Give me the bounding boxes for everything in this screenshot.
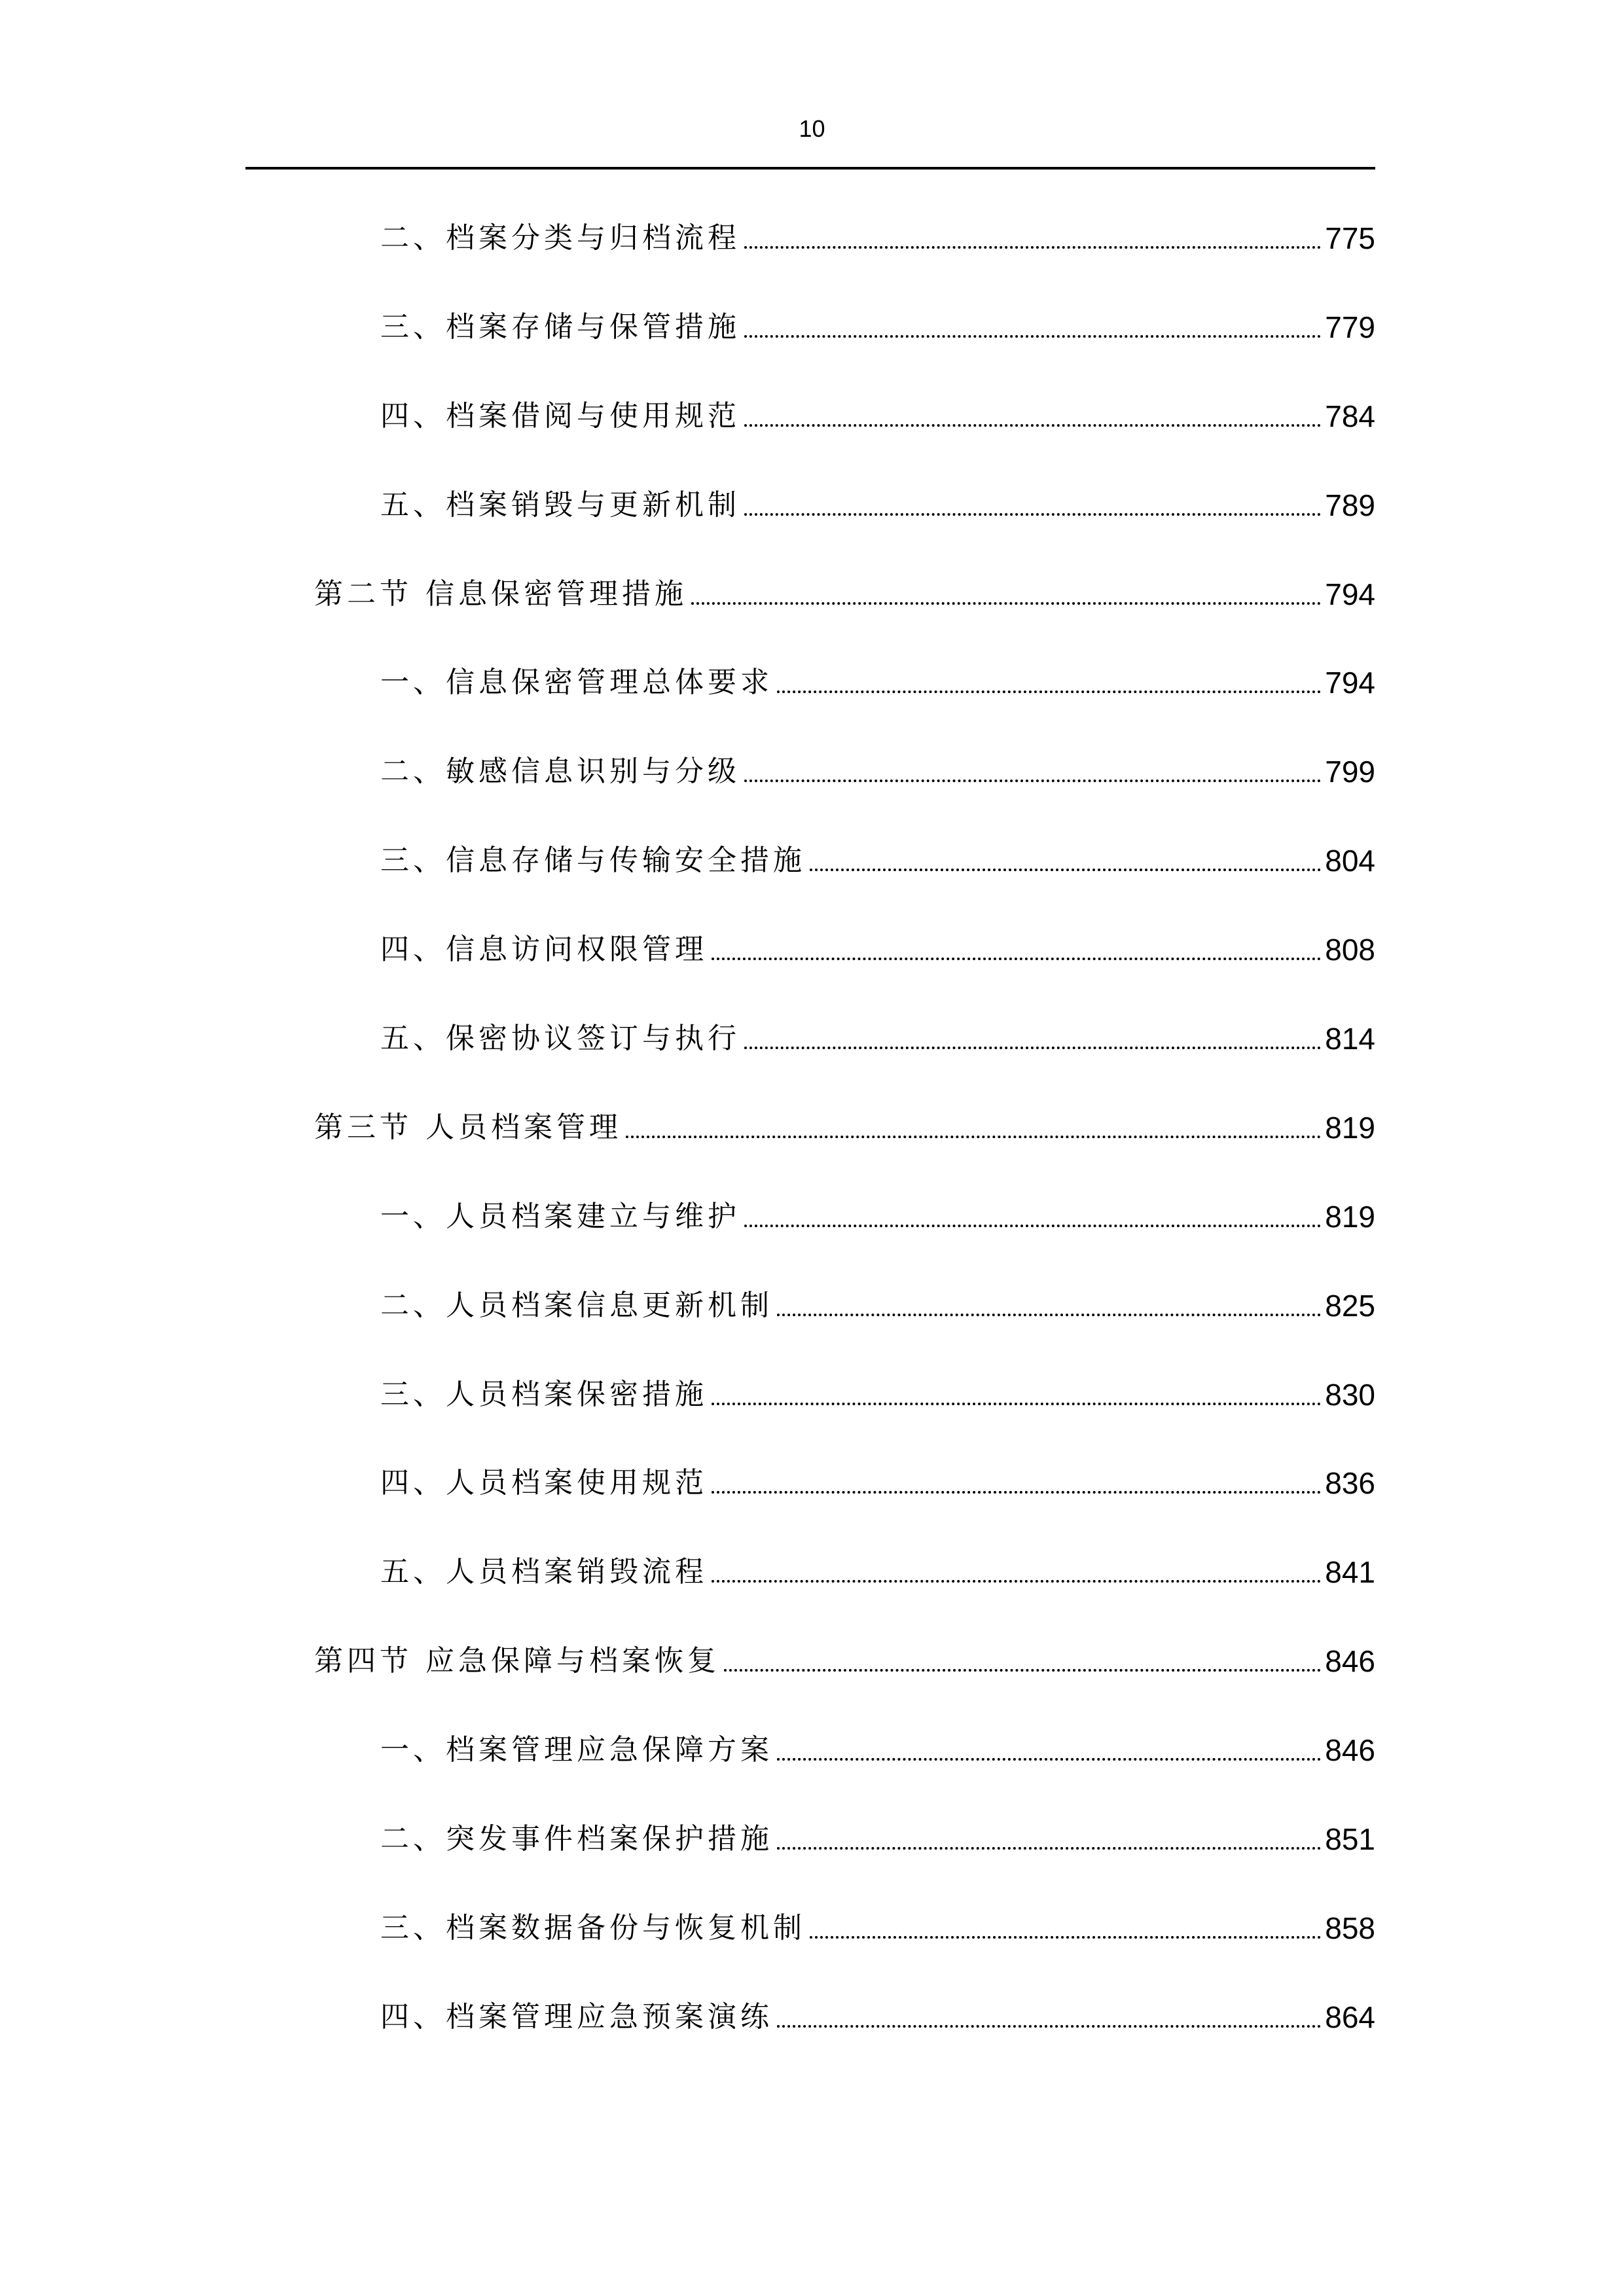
toc-entry-title: 二、敏感信息识别与分级 xyxy=(380,755,740,789)
toc-entry-line xyxy=(380,930,1375,969)
toc-entry-line xyxy=(380,1463,1375,1503)
toc-entry-page: 864 xyxy=(1325,2000,1375,2034)
toc-subsection-entry[interactable] xyxy=(0,1350,1624,1439)
toc-entry-line xyxy=(380,752,1375,791)
toc-entry-line xyxy=(380,1286,1375,1325)
toc-entry-line xyxy=(380,1375,1375,1414)
toc-subsection-entry[interactable] xyxy=(0,194,1624,283)
dot-leader xyxy=(712,1580,1321,1583)
toc-entry-title: 四、人员档案使用规范 xyxy=(380,1466,708,1500)
toc-entry-page: 794 xyxy=(1325,666,1375,700)
dot-leader xyxy=(712,1491,1321,1494)
toc-entry-line xyxy=(380,219,1375,258)
toc-entry-line xyxy=(380,1820,1375,1859)
toc-section-entry[interactable] xyxy=(0,550,1624,639)
dot-leader xyxy=(744,780,1321,782)
toc-entry-line xyxy=(314,1108,1375,1147)
toc-entry-line xyxy=(380,1552,1375,1592)
toc-entry-line xyxy=(380,1731,1375,1770)
toc-subsection-entry[interactable] xyxy=(0,816,1624,905)
toc-entry-page: 814 xyxy=(1325,1021,1375,1056)
dot-leader xyxy=(744,335,1321,338)
dot-leader xyxy=(777,1758,1321,1761)
toc-entry-line xyxy=(314,575,1375,614)
toc-entry-page: 808 xyxy=(1325,933,1375,967)
toc-entry-title: 二、突发事件档案保护措施 xyxy=(380,1821,773,1856)
toc-entry-title: 四、档案借阅与使用规范 xyxy=(380,399,740,433)
toc-entry-page: 836 xyxy=(1325,1466,1375,1501)
toc-entry-title: 五、档案销毁与更新机制 xyxy=(380,488,740,522)
toc-subsection-entry[interactable] xyxy=(0,372,1624,461)
dot-leader xyxy=(712,1403,1321,1405)
toc-subsection-entry[interactable] xyxy=(0,1884,1624,1973)
toc-entry-line xyxy=(314,1641,1375,1681)
toc-entry-title: 第四节 应急保障与档案恢复 xyxy=(314,1644,720,1678)
toc-subsection-entry[interactable] xyxy=(0,1973,1624,2062)
toc-entry-title: 五、人员档案销毁流程 xyxy=(380,1555,708,1589)
toc-entry-line xyxy=(380,1998,1375,2037)
toc-entry-title: 三、档案存储与保管措施 xyxy=(380,310,740,344)
toc-entry-page: 799 xyxy=(1325,755,1375,789)
toc-section-entry[interactable] xyxy=(0,1083,1624,1172)
toc-subsection-entry[interactable] xyxy=(0,1439,1624,1528)
toc-section-entry[interactable] xyxy=(0,1617,1624,1706)
dot-leader xyxy=(744,246,1321,249)
toc-entry-page: 858 xyxy=(1325,1910,1375,1945)
toc-entry-title: 二、档案分类与归档流程 xyxy=(380,221,740,255)
toc-entry-line xyxy=(380,1019,1375,1058)
dot-leader xyxy=(777,691,1321,693)
dot-leader xyxy=(691,602,1321,605)
dot-leader xyxy=(712,958,1321,960)
toc-entry-page: 779 xyxy=(1325,310,1375,344)
toc-subsection-entry[interactable] xyxy=(0,1172,1624,1261)
toc-entry-line xyxy=(380,397,1375,436)
toc-entry-title: 三、信息存储与传输安全措施 xyxy=(380,844,806,878)
table-of-contents xyxy=(0,194,1624,2062)
toc-entry-line xyxy=(380,486,1375,525)
dot-leader xyxy=(810,1936,1321,1939)
toc-subsection-entry[interactable] xyxy=(0,638,1624,727)
toc-subsection-entry[interactable] xyxy=(0,283,1624,372)
dot-leader xyxy=(744,1225,1321,1227)
toc-entry-title: 第三节 人员档案管理 xyxy=(314,1110,622,1144)
toc-entry-title: 三、档案数据备份与恢复机制 xyxy=(380,1910,806,1945)
dot-leader xyxy=(626,1136,1321,1138)
toc-entry-line xyxy=(380,1909,1375,1948)
toc-entry-title: 五、保密协议签订与执行 xyxy=(380,1021,740,1055)
header-rule xyxy=(245,167,1375,170)
toc-entry-page: 841 xyxy=(1325,1555,1375,1590)
toc-entry-line xyxy=(380,663,1375,702)
toc-entry-page: 846 xyxy=(1325,1644,1375,1679)
toc-entry-page: 819 xyxy=(1325,1110,1375,1145)
dot-leader xyxy=(744,424,1321,427)
toc-entry-page: 775 xyxy=(1325,221,1375,255)
dot-leader xyxy=(744,1047,1321,1049)
toc-entry-page: 794 xyxy=(1325,577,1375,611)
toc-subsection-entry[interactable] xyxy=(0,905,1624,994)
toc-subsection-entry[interactable] xyxy=(0,727,1624,816)
toc-entry-title: 四、信息访问权限管理 xyxy=(380,933,708,967)
dot-leader xyxy=(777,1314,1321,1316)
toc-entry-title: 一、信息保密管理总体要求 xyxy=(380,666,773,700)
page-number: 10 xyxy=(799,115,825,142)
toc-entry-title: 一、档案管理应急保障方案 xyxy=(380,1733,773,1767)
toc-entry-page: 830 xyxy=(1325,1377,1375,1412)
toc-entry-page: 819 xyxy=(1325,1199,1375,1234)
toc-entry-title: 四、档案管理应急预案演练 xyxy=(380,2000,773,2034)
dot-leader xyxy=(810,869,1321,871)
toc-entry-page: 825 xyxy=(1325,1288,1375,1323)
toc-subsection-entry[interactable] xyxy=(0,1528,1624,1617)
dot-leader xyxy=(777,1847,1321,1850)
toc-subsection-entry[interactable] xyxy=(0,1795,1624,1884)
toc-entry-line xyxy=(380,308,1375,347)
toc-entry-title: 一、人员档案建立与维护 xyxy=(380,1199,740,1233)
toc-subsection-entry[interactable] xyxy=(0,461,1624,550)
dot-leader xyxy=(724,1669,1321,1672)
toc-entry-page: 804 xyxy=(1325,844,1375,878)
toc-entry-page: 789 xyxy=(1325,488,1375,522)
toc-entry-line xyxy=(380,841,1375,880)
toc-subsection-entry[interactable] xyxy=(0,1261,1624,1350)
toc-entry-title: 第二节 信息保密管理措施 xyxy=(314,577,687,611)
dot-leader xyxy=(777,2025,1321,2028)
toc-entry-page: 846 xyxy=(1325,1733,1375,1768)
toc-entry-page: 784 xyxy=(1325,399,1375,433)
toc-entry-title: 三、人员档案保密措施 xyxy=(380,1377,708,1411)
toc-entry-line xyxy=(380,1197,1375,1236)
toc-entry-page: 851 xyxy=(1325,1821,1375,1856)
toc-entry-title: 二、人员档案信息更新机制 xyxy=(380,1288,773,1322)
toc-subsection-entry[interactable] xyxy=(0,994,1624,1083)
toc-subsection-entry[interactable] xyxy=(0,1706,1624,1795)
dot-leader xyxy=(744,513,1321,516)
